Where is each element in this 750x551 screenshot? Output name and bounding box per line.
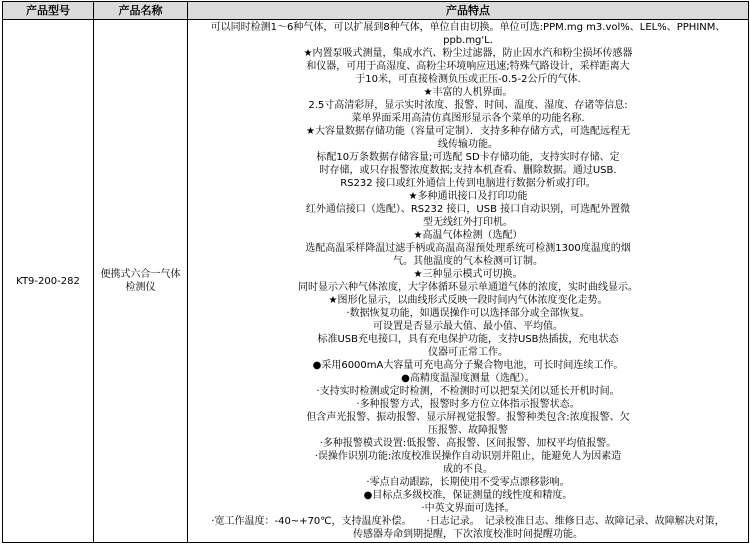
feature-line: 标准USB充电接口，具有充电保护功能，支持USB热插拔，充电状态	[317, 334, 619, 345]
feature-line: 但含声光报警、振动报警、显示屏视觉报警。报警种类包含:浓度报警、欠	[306, 412, 630, 423]
feature-line: 压报警、故障报警	[428, 425, 508, 436]
feature-line: 可设置是否显示最大值、最小值、平均值。	[373, 321, 563, 332]
features-cell	[188, 20, 749, 543]
feature-line: ●采用6000mA大容量可充电高分子聚合物电池，可长时间连续工作。	[312, 360, 624, 371]
feature-line: 标配10万条数据存储容量;可选配 SD卡存储功能，支持实时存储、定	[316, 152, 620, 163]
feature-line: RS232 接口或红外通信上传到电脑进行数据分析或打印。	[340, 178, 596, 189]
feature-line: 红外通信接口（选配）、RS232 接口，USB 接口自动识别，可选配外置微	[305, 204, 631, 215]
feature-line: 可以同时检测1～6种气体，可以扩展到8种气体，单位自由切换。单位可选:PPM.mg m3.vol%、LEL%、PPHINM、	[210, 22, 726, 33]
feature-line: 成的不良。	[443, 464, 493, 475]
feature-line: ·中英文界面可选择。	[421, 503, 515, 514]
feature-line: 同时显示六种气体浓度，大字体循环显示单通道气体的浓度，实时曲线显示。	[298, 282, 638, 293]
feature-line: ★图形化显示，以曲线形式反映一段时间内气体浓度变化走势。	[328, 295, 608, 306]
feature-line: 时存储，或只存报警浓度数据;支持本机查看、删除数据。通过USB.	[319, 165, 617, 176]
feature-line: 和仪器，可用于高湿度、高粉尘环境响应迅速;特殊气路设计，采样距离大	[306, 61, 630, 72]
feature-line: ·零点自动跟踪，长期使用不受零点漂移影响。	[366, 477, 570, 488]
feature-line: ·多种报警方式，报警时多方位立体指示报警状态。	[356, 399, 580, 410]
feature-line: ★三种显示模式可切换。	[413, 269, 523, 280]
feature-line: 线传输功能。	[438, 139, 498, 150]
feature-line: ★高温气体检测（选配）	[413, 230, 523, 241]
feature-line: ·多种报警模式设置:低报警、高报警、区间报警、加权平均值报警。	[319, 438, 617, 449]
feature-line: ppb.mg'L.	[443, 35, 493, 46]
feature-line: 气。其他温度的气本检测可订制。	[393, 256, 543, 267]
feature-line: 于10米，可直接检测负压或正压-0.5-2公斤的气体.	[355, 74, 581, 85]
header-model: 产品型号	[3, 2, 94, 20]
feature-line: ★内置泵吸式测量，集成水汽、粉尘过滤器，防止因水汽和粉尘损坏传感器	[303, 48, 633, 59]
feature-line: 2.5寸高清彩屏，显示实时浓度、报警、时间、温度、湿度、存诸等信息:	[308, 100, 628, 111]
feature-line: ·宽工作温度：-40~+70℃，支持温度补偿。 ·日志记录。 记录校准日志、维修日志、故障记录、故障解决对策，	[211, 516, 725, 527]
table-row	[3, 20, 749, 543]
feature-line: 仪器可正常工作。	[428, 347, 508, 358]
feature-line: 选配高温采样降温过滤手柄或高温高湿预处理系统可检测1300度温度的烟	[305, 243, 631, 254]
feature-line: 传感器寿命到期提醒，下次浓度校准时间提醒功能。	[353, 529, 583, 540]
feature-line: ★丰富的人机界面。	[423, 87, 513, 98]
feature-line: ●目标点多级校准，保证测量的线性度和精度。	[363, 490, 573, 501]
product-table	[2, 1, 749, 543]
feature-line: ·支持实时检测或定时检测，不检测时可以把泵关闭以延长开机时间。	[316, 386, 620, 397]
feature-line: ★多种通讯接口及打印功能	[408, 191, 528, 202]
feature-line: 菜单界面采用高清仿真图形显示各个菜单的功能名称.	[351, 113, 585, 124]
feature-line: 型无线红外打印机。	[423, 217, 513, 228]
model-cell	[3, 20, 94, 543]
name-line-1: 便携式六合一气体	[100, 269, 181, 280]
feature-line: ★大容量数据存储功能（容量可定制）．支持多种存储方式，可选配远程无	[306, 126, 630, 137]
name-cell	[94, 20, 188, 543]
feature-line: ●高精度温湿度测量（选配）。	[401, 373, 535, 384]
feature-line: ·数据恢复功能，如遇误操作可以选择部分或全部恢复。	[346, 308, 590, 319]
table-header-row	[3, 2, 749, 20]
header-name: 产品名称	[94, 2, 188, 20]
model-text: KT9-200-282	[16, 275, 80, 287]
feature-line: ·误操作识别功能:浓度校准误操作自动识别并阻止，能避免人为因素造	[314, 451, 622, 462]
header-features: 产品特点	[188, 2, 749, 20]
name-line-2: 检测仪	[125, 282, 156, 293]
